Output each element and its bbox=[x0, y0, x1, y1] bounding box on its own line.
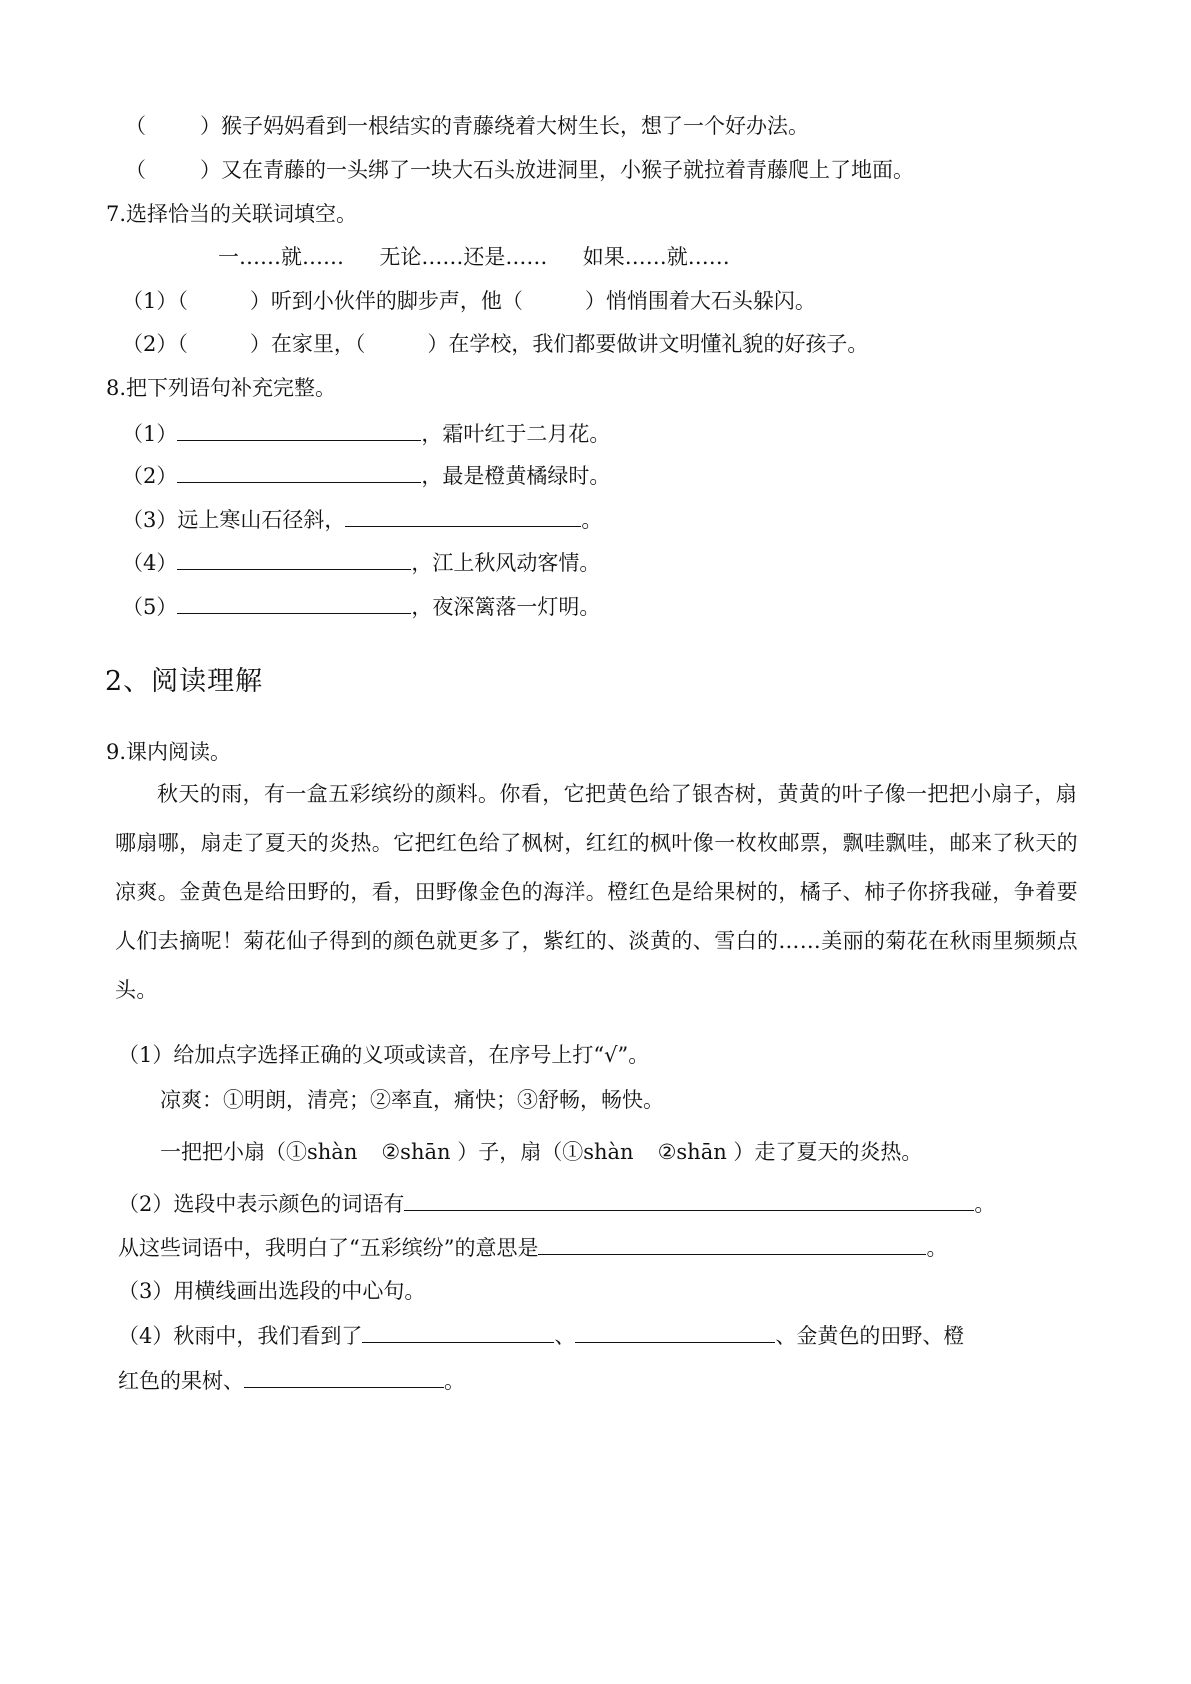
q9-sub4-prompt: （4）秋雨中，我们看到了 bbox=[118, 1324, 363, 1348]
q9-sub1-line-1: 凉爽：①明朗，清亮；②率直，痛快；③舒畅，畅快。 bbox=[160, 1088, 664, 1112]
q7-item-2-text-1: 在家里，（ bbox=[270, 332, 366, 356]
q9-sub2-prompt-1: （2）选段中表示颜色的词语有 bbox=[118, 1192, 405, 1216]
q7-option-3: 如果……就…… bbox=[582, 245, 730, 269]
q8-item-2-blank[interactable] bbox=[177, 460, 421, 483]
q8-item-2-after: ，最是橙黄橘绿时。 bbox=[421, 464, 611, 488]
section-2-heading: 2、阅读理解 bbox=[105, 666, 264, 697]
q8-item-3-before: 远上寒山石径斜， bbox=[177, 508, 346, 532]
q7-item-1 bbox=[122, 286, 816, 316]
q6-line-1 bbox=[125, 111, 809, 141]
q8-title: 8.把下列语句补充完整。 bbox=[106, 376, 337, 400]
q6-line-2 bbox=[125, 155, 914, 185]
q9-sub4-end: 。 bbox=[444, 1369, 465, 1393]
q7-option-1: 一……就…… bbox=[218, 245, 344, 269]
q9-sub2-blank-2[interactable] bbox=[538, 1232, 926, 1255]
q7-item-2-text-2: 在学校，我们都要做讲文明懂礼貌的好孩子。 bbox=[448, 332, 869, 356]
q9-sub1-pinyin-1[interactable]: 一把把小扇（①shàn bbox=[160, 1140, 358, 1164]
q8-item-2 bbox=[122, 460, 610, 491]
q9-sub1-title: （1）给加点字选择正确的义项或读音，在序号上打“√”。 bbox=[118, 1043, 650, 1067]
q9-sub2-blank-1[interactable] bbox=[404, 1188, 974, 1211]
q9-sub1-pinyin-3[interactable]: ②shān ）走了夏天的炎热。 bbox=[657, 1140, 923, 1164]
q9-sub2-line-2 bbox=[118, 1232, 947, 1263]
q8-item-5 bbox=[122, 591, 600, 622]
q9-sub3-line: （3）用横线画出选段的中心句。 bbox=[118, 1279, 426, 1303]
q8-item-1 bbox=[122, 418, 610, 449]
q6-line-1-paren-close: ） bbox=[200, 114, 221, 138]
q8-item-4-after: ，江上秋风动客情。 bbox=[411, 551, 601, 575]
q8-item-1-blank[interactable] bbox=[177, 418, 421, 441]
q9-sub1-pinyin-2[interactable]: ②shān ）子，扇（①shàn bbox=[381, 1140, 634, 1164]
q9-sub1-line-2 bbox=[160, 1137, 922, 1167]
q7-options bbox=[218, 242, 730, 272]
q9-sub4-line-2 bbox=[118, 1365, 465, 1396]
q8-item-5-after: ，夜深篱落一灯明。 bbox=[411, 595, 601, 619]
q8-item-3-blank[interactable] bbox=[345, 504, 581, 527]
q9-sub2-prompt-2: 从这些词语中，我明白了“五彩缤纷”的意思是 bbox=[118, 1236, 539, 1260]
q9-sub4-prompt-2: 红色的果树、 bbox=[118, 1369, 244, 1393]
q7-item-1-paren-open: （ bbox=[177, 289, 188, 313]
q8-item-1-number: （1） bbox=[122, 422, 178, 446]
q8-item-3 bbox=[122, 504, 602, 535]
q9-sub4-line-1 bbox=[118, 1320, 964, 1351]
q9-sub2-line-1 bbox=[118, 1188, 995, 1219]
q9-sub4-blank-1[interactable] bbox=[362, 1320, 554, 1343]
q7-item-1-paren-close-2: ） bbox=[584, 289, 606, 313]
q8-item-3-after: 。 bbox=[581, 508, 603, 532]
q9-title: 9.课内阅读。 bbox=[106, 740, 232, 764]
q6-line-2-paren-open: （ bbox=[125, 158, 146, 182]
q7-item-2-paren-open: （ bbox=[177, 332, 188, 356]
q7-item-1-number: （1） bbox=[122, 289, 178, 313]
q7-item-1-text-1: 听到小伙伴的脚步声，他（ bbox=[270, 289, 523, 313]
q8-item-5-blank[interactable] bbox=[177, 591, 411, 614]
q9-sub4-separator: 、 bbox=[554, 1324, 576, 1348]
q9-sub2-end-1: 。 bbox=[974, 1192, 996, 1216]
q8-item-2-number: （2） bbox=[122, 464, 178, 488]
q7-title: 7.选择恰当的关联词填空。 bbox=[106, 202, 358, 226]
q7-item-1-text-2: 悄悄围着大石头躲闪。 bbox=[605, 289, 816, 313]
q9-sub4-rest: 、金黄色的田野、橙 bbox=[775, 1324, 965, 1348]
q6-line-2-paren-close: ） bbox=[200, 158, 221, 182]
q9-sub4-blank-2[interactable] bbox=[575, 1320, 775, 1343]
q9-passage: 秋天的雨，有一盒五彩缤纷的颜料。你看，它把黄色给了银杏树，黄黄的叶子像一把把小扇子，扇哪扇哪，扇走了夏天的炎热。它把红色给了枫树，红红的枫叶像一枚枚邮票，飘哇飘哇，邮来了秋天的凉爽。金黄色是给田野的，看，田野像金色的海洋。橙红色是给果树的，橘子、柿子你挤我碰，争着要人们去摘呢！菊花仙子得到的颜色就更多了，紫红的、淡黄的、雪白的……美丽的菊花在秋雨里频频点头。 bbox=[115, 782, 1078, 1002]
q8-item-3-number: （3） bbox=[122, 508, 178, 532]
q7-item-2-paren-close: ） bbox=[249, 332, 271, 356]
q9-sub2-end-2: 。 bbox=[926, 1236, 948, 1260]
q9-sub4-blank-3[interactable] bbox=[244, 1365, 444, 1388]
q8-item-1-after: ，霜叶红于二月花。 bbox=[421, 422, 611, 446]
q6-line-1-text: 猴子妈妈看到一根结实的青藤绕着大树生长，想了一个好办法。 bbox=[221, 114, 809, 138]
q6-line-1-paren-open: （ bbox=[125, 114, 146, 138]
q8-item-4 bbox=[122, 547, 600, 578]
q7-item-1-paren-close: ） bbox=[249, 289, 271, 313]
q7-item-2-number: （2） bbox=[122, 332, 178, 356]
q8-item-4-blank[interactable] bbox=[177, 547, 411, 570]
q8-item-4-number: （4） bbox=[122, 551, 178, 575]
q8-item-5-number: （5） bbox=[122, 595, 178, 619]
q7-option-2: 无论……还是…… bbox=[379, 245, 548, 269]
q6-line-2-text: 又在青藤的一头绑了一块大石头放进洞里，小猴子就拉着青藤爬上了地面。 bbox=[221, 158, 914, 182]
q7-item-2 bbox=[122, 329, 868, 359]
q7-item-2-paren-close-2: ） bbox=[427, 332, 449, 356]
